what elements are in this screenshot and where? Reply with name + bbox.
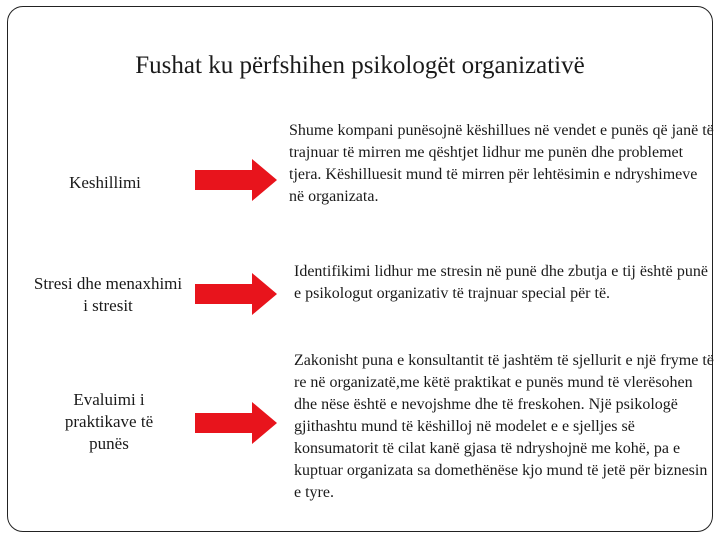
- arrow-right-icon: [195, 159, 277, 201]
- row-description-evaluimi: Zakonisht puna e konsultantit të jashtëm të sjellurit e një fryme të re në organizatë,me këtë praktikat e punës mund të vlerësohen dhe nëse është e nevojshme dhe të freskohen. Një psikologë gjithashtu mund të këshilloj në modelet e e sjelljes së konsumatorit të cilat kanë gjasa të ndryshojnë me kohë, pa e kuptuar organizata sa domethënëse kjo mund të jetë për biznesin e tyre.: [294, 352, 714, 501]
- arrow-right-icon: [195, 273, 277, 315]
- row-label-stresi: Stresi dhe menaxhimi i stresit: [33, 274, 183, 315]
- row-label-keshillimi: Keshillimi: [69, 173, 141, 192]
- row-label-evaluimi: Evaluimi i praktikave të punës: [64, 390, 154, 453]
- arrow-right-icon: [195, 402, 277, 444]
- slide-title: Fushat ku përfshihen psikologët organizativë: [135, 52, 585, 79]
- row-description-stresi: Identifikimi lidhur me stresin në punë dhe zbutja e tij është punë e psikologut organizativ të trajnuar special për të.: [294, 263, 708, 302]
- row-description-keshillimi: Shume kompani punësojnë këshillues në vendet e punës që janë të trajnuar të mirren me qështjet lidhur me punën dhe problemet tjera. Këshilluesit mund të mirren për lehtësimin e ndryshimeve në organizata.: [289, 122, 714, 205]
